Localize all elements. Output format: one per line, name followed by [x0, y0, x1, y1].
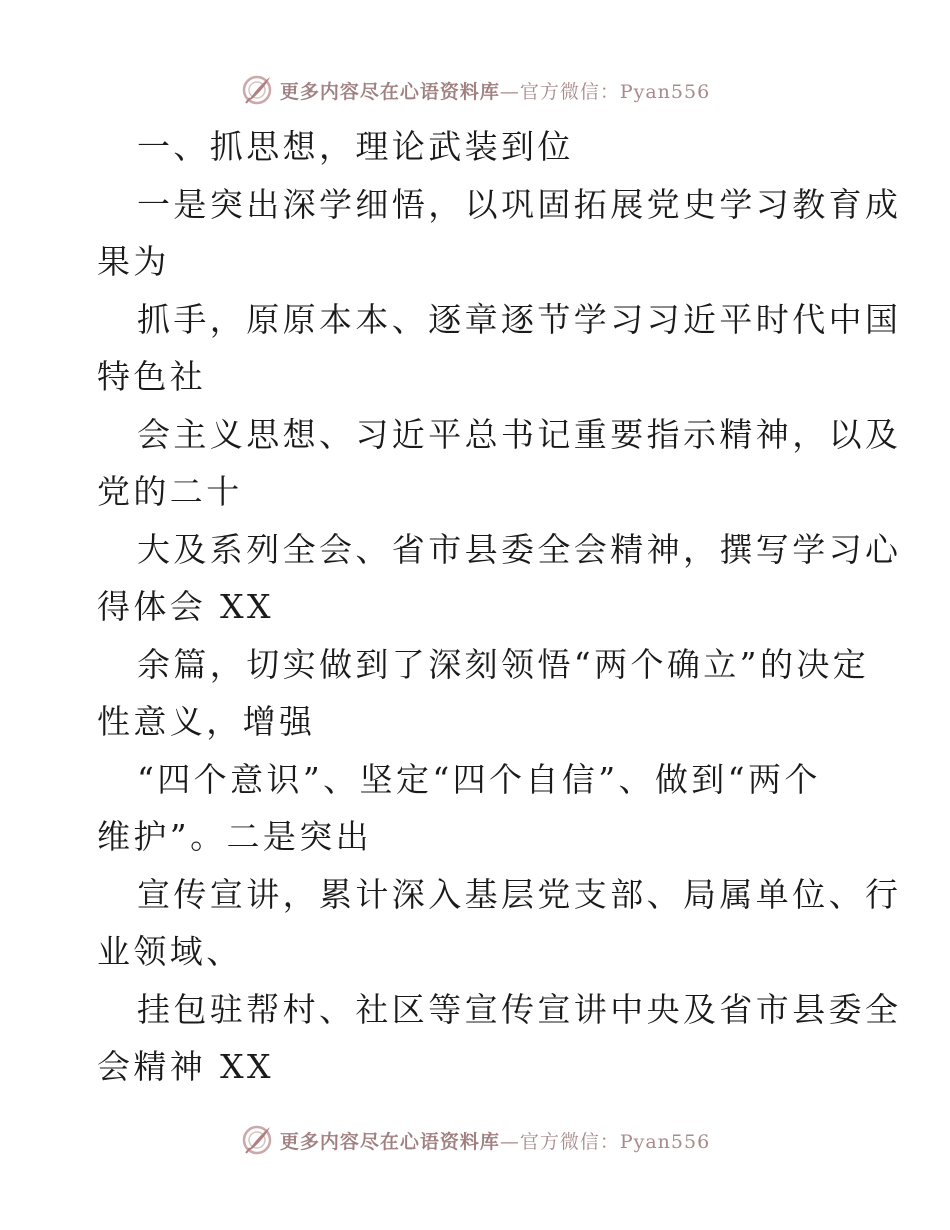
header-watermark: [0, 70, 950, 110]
quill-pen-logo-icon: [240, 73, 274, 107]
text-line: 果为: [97, 242, 170, 281]
section-heading: 一、抓思想，理论武装到位: [137, 127, 574, 166]
text-line: 余篇，切实做到了深刻领悟“两个确立”的决定: [137, 644, 870, 684]
watermark-brand: 更多内容尽在心语资料库: [279, 80, 500, 103]
text-line: 大及系列全会、省市县委全会精神，撰写学习心: [137, 529, 902, 569]
text-line: 会精神 XX: [97, 1047, 274, 1086]
text-line: 会主义思想、习近平总书记重要指示精神，以及: [137, 414, 902, 454]
text-line: 抓手，原原本本、逐章逐节学习习近平时代中国: [137, 299, 902, 339]
watermark-contact: —官方微信：Pyan556: [499, 1130, 711, 1153]
text-line: 特色社: [97, 357, 207, 396]
watermark-brand: 更多内容尽在心语资料库: [279, 1130, 500, 1153]
text-line: 一是突出深学细悟，以巩固拓展党史学习教育成: [137, 184, 902, 224]
footer-watermark: [0, 1120, 950, 1160]
watermark-text: [280, 1127, 710, 1154]
watermark-text: [280, 77, 710, 104]
watermark-contact: —官方微信：Pyan556: [499, 80, 711, 103]
text-line: 党的二十: [97, 472, 243, 511]
text-line: 业领域、: [97, 932, 243, 971]
text-line: 性意义，增强: [97, 702, 316, 741]
text-line: 挂包驻帮村、社区等宣传宣讲中央及省市县委全: [137, 989, 902, 1029]
quill-pen-logo-icon: [240, 1123, 274, 1157]
text-line: 得体会 XX: [97, 587, 274, 626]
document-body: [97, 118, 902, 1096]
text-line: 宣传宣讲，累计深入基层党支部、局属单位、行: [137, 874, 902, 914]
text-line: “四个意识”、坚定“四个自信”、做到“两个: [137, 759, 821, 799]
text-line: 维护”。二是突出: [97, 817, 373, 856]
